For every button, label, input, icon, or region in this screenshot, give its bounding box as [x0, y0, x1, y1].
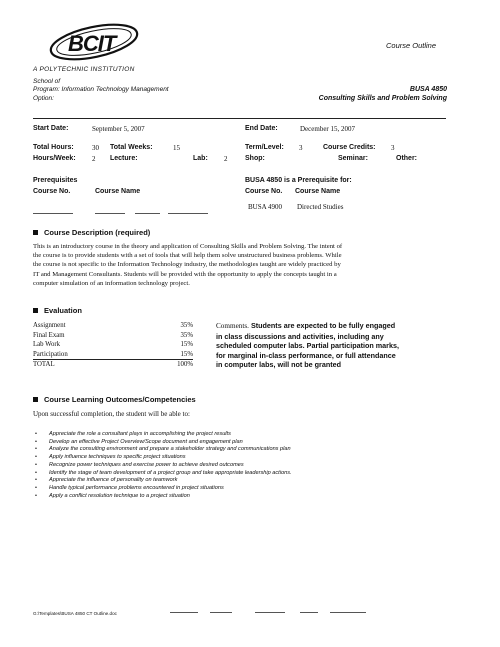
- evaluation-table: [33, 321, 193, 370]
- description-line: the course is not specific to the Information Technology industry, the methodologies taught are widely practiced by: [33, 261, 341, 269]
- comments-line: Students are expected to be fully engaged: [250, 321, 396, 330]
- prereq-blank-line-4: [168, 213, 208, 214]
- evaluation-row: [33, 340, 193, 350]
- evaluation-item-percent: 35%: [180, 331, 193, 339]
- logo-text: BCIT: [68, 31, 116, 56]
- option-line: Option:: [33, 95, 54, 102]
- description-section-heading: [33, 228, 150, 237]
- evaluation-item-name: Assignment: [33, 322, 66, 329]
- evaluation-total-label: TOTAL: [33, 361, 55, 368]
- evaluation-item-name: Lab Work: [33, 341, 61, 348]
- description-heading-text: Course Description (required): [44, 228, 151, 237]
- school-label: School of: [33, 78, 61, 85]
- prereq-course-no-header: Course No.: [33, 188, 71, 195]
- hours-week-value: 2: [92, 155, 96, 163]
- prerequisites-title: Prerequisites: [33, 177, 78, 184]
- comments-line: for marginal in-class performance, or full attendance: [216, 350, 396, 360]
- end-date-value: December 15, 2007: [300, 125, 356, 133]
- total-hours-label: Total Hours:: [33, 144, 74, 151]
- outcome-item: • Develop an effective Project Overview/Scope document and engagement plan: [33, 439, 292, 447]
- total-weeks-label: Total Weeks:: [110, 144, 153, 151]
- shop-label: Shop:: [245, 155, 265, 162]
- lab-label: Lab:: [193, 155, 208, 162]
- outcome-item: • Analyze the consulting environment and prepare a stakeholder strategy and communications plan: [33, 446, 292, 454]
- header-divider: [33, 118, 446, 119]
- institution-tagline: A POLYTECHNIC INSTITUTION: [33, 66, 135, 73]
- footer-dash-5: [330, 612, 366, 613]
- course-description: [33, 242, 463, 288]
- other-label: Other:: [396, 155, 417, 162]
- evaluation-item-name: Participation: [33, 350, 68, 358]
- evaluation-row: [33, 331, 193, 341]
- outcomes-heading-text: Course Learning Outcomes/Competencies: [44, 395, 196, 404]
- total-weeks-value: 15: [173, 144, 180, 152]
- prereq-blank-line-1: [33, 213, 73, 214]
- start-date-value: September 5, 2007: [92, 125, 145, 133]
- comments-line: scheduled computer labs. Partial participation marks,: [216, 341, 399, 351]
- evaluation-item-percent: 35%: [180, 322, 193, 329]
- outcome-item: • Handle typical performance problems encountered in project situations: [33, 485, 292, 493]
- outcomes-section-heading: [33, 395, 196, 404]
- evaluation-total-row: [33, 360, 193, 370]
- section-bullet-icon: [33, 230, 38, 235]
- evaluation-item-name: Final Exam: [33, 331, 65, 339]
- course-credits-label: Course Credits:: [323, 144, 376, 151]
- lecture-label: Lecture:: [110, 155, 138, 162]
- outcome-item: • Apply influence techniques to specific project situations: [33, 454, 292, 462]
- prereq-blank-line-3: [135, 213, 160, 214]
- term-level-value: 3: [299, 144, 303, 152]
- course-title: Consulting Skills and Problem Solving: [318, 95, 447, 102]
- footer-dash-2: [210, 612, 232, 613]
- evaluation-item-percent: 15%: [180, 341, 193, 348]
- evaluation-section-heading: [33, 306, 82, 315]
- section-bullet-icon: [33, 397, 38, 402]
- evaluation-comments: [216, 321, 399, 370]
- footer-dash-1: [170, 612, 198, 613]
- footer-dash-4: [300, 612, 318, 613]
- evaluation-row: [33, 350, 193, 361]
- outcome-item: • Appreciate the role a consultant plays in accomplishing the project results: [33, 431, 292, 439]
- prereq-for-course-no-header: Course No.: [245, 188, 283, 195]
- prereq-course-name-header: Course Name: [95, 188, 141, 195]
- term-level-label: Term/Level:: [245, 144, 284, 151]
- description-line: This is an introductory course in the theory and application of Consulting Skills and Problem Solving. The intent of: [33, 243, 343, 250]
- footer-dash-3: [255, 612, 285, 613]
- outcome-item: • Recognize power techniques and exercise power to achieve desired outcomes: [33, 462, 292, 470]
- outcome-item: • Identify the stage of team development of a project group and take appropriate leadership actions.: [33, 470, 292, 478]
- prereq-for-course-name: Directed Studies: [297, 203, 344, 211]
- evaluation-row: [33, 321, 193, 331]
- prereq-for-course-no: BUSA 4900: [248, 203, 283, 211]
- document-type: Course Outline: [386, 41, 437, 50]
- start-date-label: Start Date:: [33, 125, 69, 132]
- outcomes-intro: Upon successful completion, the student will be able to:: [33, 410, 190, 418]
- prereq-blank-line-2: [95, 213, 125, 214]
- program-line: Program: Information Technology Management: [33, 86, 169, 93]
- comments-line: in computer labs, will not be granted: [216, 360, 341, 370]
- evaluation-total-percent: 100%: [177, 361, 193, 368]
- end-date-label: End Date:: [245, 125, 278, 132]
- footer-path: G:\Templates\BUSA 4850 CT Outline.doc: [33, 611, 117, 616]
- section-bullet-icon: [33, 308, 38, 313]
- hours-week-label: Hours/Week:: [33, 155, 76, 162]
- seminar-label: Seminar:: [338, 155, 368, 162]
- description-line: computer simulation of an information technology project.: [33, 279, 190, 287]
- description-line: IT and Management Consultants. Students will be provided with the opportunity to apply the concepts taught in a: [33, 270, 337, 278]
- comments-label: Comments.: [216, 322, 249, 330]
- outcomes-list: [33, 431, 292, 500]
- bcit-logo: [46, 22, 146, 62]
- total-hours-value: 30: [92, 144, 99, 152]
- outcome-item: • Appreciate the influence of personality on teamwork: [33, 477, 292, 485]
- evaluation-item-percent: 15%: [180, 350, 193, 358]
- course-code: BUSA 4850: [409, 86, 447, 93]
- lab-value: 2: [224, 155, 228, 163]
- description-line: the course is to provide students with a set of tools that will help them solve unstructured business problems. While: [33, 252, 342, 260]
- prereq-for-course-name-header: Course Name: [295, 188, 341, 195]
- course-credits-value: 3: [391, 144, 395, 152]
- prereq-for-title: BUSA 4850 is a Prerequisite for:: [245, 177, 352, 184]
- evaluation-heading-text: Evaluation: [44, 306, 82, 315]
- outcome-item: • Apply a conflict resolution technique to a project situation: [33, 493, 292, 501]
- comments-line: in class discussions and activities, including any: [216, 331, 384, 341]
